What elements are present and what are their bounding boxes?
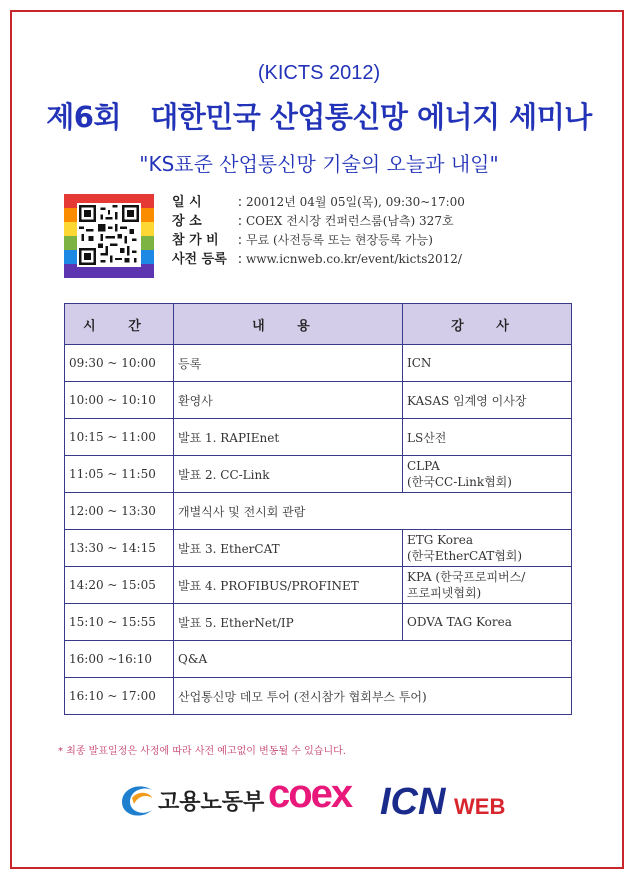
table-row	[65, 345, 572, 382]
registration-link[interactable]: www.icnweb.co.kr/event/kicts2012/	[246, 252, 462, 266]
table-header-row	[65, 304, 572, 345]
info-value-fee: 무료 (사전등록 또는 현장등록 가능)	[246, 233, 433, 247]
title-main: 대한민국 산업통신망 에너지 세미나	[150, 100, 592, 134]
table-row	[65, 493, 572, 530]
info-row-venue: 장 소 : COEX 전시장 컨퍼런스룸(남측) 327호	[172, 214, 454, 229]
coex-logo: coex	[268, 772, 352, 816]
cell-content: 등록	[174, 345, 403, 382]
cell-speaker: KPA (한국프로피버스/ 프로피넷협회)	[403, 567, 572, 604]
title-edition: 제6회	[46, 100, 121, 134]
info-row-fee: 참 가 비 : 무료 (사전등록 또는 현장등록 가능)	[172, 233, 433, 248]
info-value-venue: COEX 전시장 컨퍼런스룸(남측) 327호	[246, 214, 454, 228]
icnweb-logo	[378, 778, 518, 822]
table-row	[65, 530, 572, 567]
info-label: 장 소	[172, 214, 202, 229]
cell-time: 13:30 ~ 14:15	[65, 530, 174, 567]
web-logo-text: WEB	[454, 794, 506, 819]
event-code: (KICTS 2012)	[257, 62, 381, 84]
cell-speaker: ODVA TAG Korea	[403, 604, 572, 641]
table-row	[65, 382, 572, 419]
cell-time: 10:15 ~ 11:00	[65, 419, 174, 456]
column-header-time: 시 간	[65, 304, 174, 345]
qr-code	[77, 203, 141, 267]
qr-code-image	[64, 194, 154, 278]
info-row-date: 일 시 : 20012년 04월 05일(목), 09:30~17:00	[172, 195, 465, 210]
cell-speaker: LS산전	[403, 419, 572, 456]
event-info	[172, 193, 465, 269]
icn-logo-text: ICN	[380, 781, 446, 822]
cell-speaker: KASAS 임계영 이사장	[403, 382, 572, 419]
cell-speaker: ICN	[403, 345, 572, 382]
cell-content: 발표 1. RAPIEnet	[174, 419, 403, 456]
table-row	[65, 419, 572, 456]
cell-time: 16:00 ~16:10	[65, 641, 174, 678]
cell-content: 발표 2. CC-Link	[174, 456, 403, 493]
info-row-registration: 사전 등록 : www.icnweb.co.kr/event/kicts2012/	[172, 252, 462, 267]
cell-content: Q&A	[174, 641, 572, 678]
schedule-table	[64, 303, 572, 715]
tagline: "KS표준 산업통신망 기술의 오늘과 내일"	[139, 152, 499, 176]
cell-content: 발표 4. PROFIBUS/PROFINET	[174, 567, 403, 604]
table-row	[65, 567, 572, 604]
cell-time: 09:30 ~ 10:00	[65, 345, 174, 382]
cell-content: 개별식사 및 전시회 관람	[174, 493, 572, 530]
info-label: 참 가 비	[172, 233, 219, 248]
moel-logo-text: 고용노동부	[158, 790, 265, 815]
table-row	[65, 604, 572, 641]
cell-content: 산업통신망 데모 투어 (전시참가 협회부스 투어)	[174, 678, 572, 715]
cell-time: 11:05 ~ 11:50	[65, 456, 174, 493]
table-row	[65, 456, 572, 493]
cell-content: 환영사	[174, 382, 403, 419]
cell-speaker: ETG Korea (한국EtherCAT협회)	[403, 530, 572, 567]
cell-speaker: CLPA (한국CC-Link협회)	[403, 456, 572, 493]
column-header-content: 내 용	[174, 304, 403, 345]
schedule-note: * 최종 발표일정은 사정에 따라 사전 예고없이 변동될 수 있습니다.	[58, 746, 346, 757]
page-title	[0, 95, 638, 136]
cell-time: 12:00 ~ 13:30	[65, 493, 174, 530]
moel-logo	[118, 778, 268, 820]
info-label: 사전 등록	[172, 252, 227, 267]
table-row	[65, 678, 572, 715]
cell-time: 10:00 ~ 10:10	[65, 382, 174, 419]
table-row	[65, 641, 572, 678]
cell-time: 15:10 ~ 15:55	[65, 604, 174, 641]
cell-time: 16:10 ~ 17:00	[65, 678, 174, 715]
cell-time: 14:20 ~ 15:05	[65, 567, 174, 604]
info-value-date: 20012년 04월 05일(목), 09:30~17:00	[246, 195, 465, 209]
cell-content: 발표 3. EtherCAT	[174, 530, 403, 567]
info-label: 일 시	[172, 195, 202, 210]
cell-content: 발표 5. EtherNet/IP	[174, 604, 403, 641]
column-header-speaker: 강 사	[403, 304, 572, 345]
